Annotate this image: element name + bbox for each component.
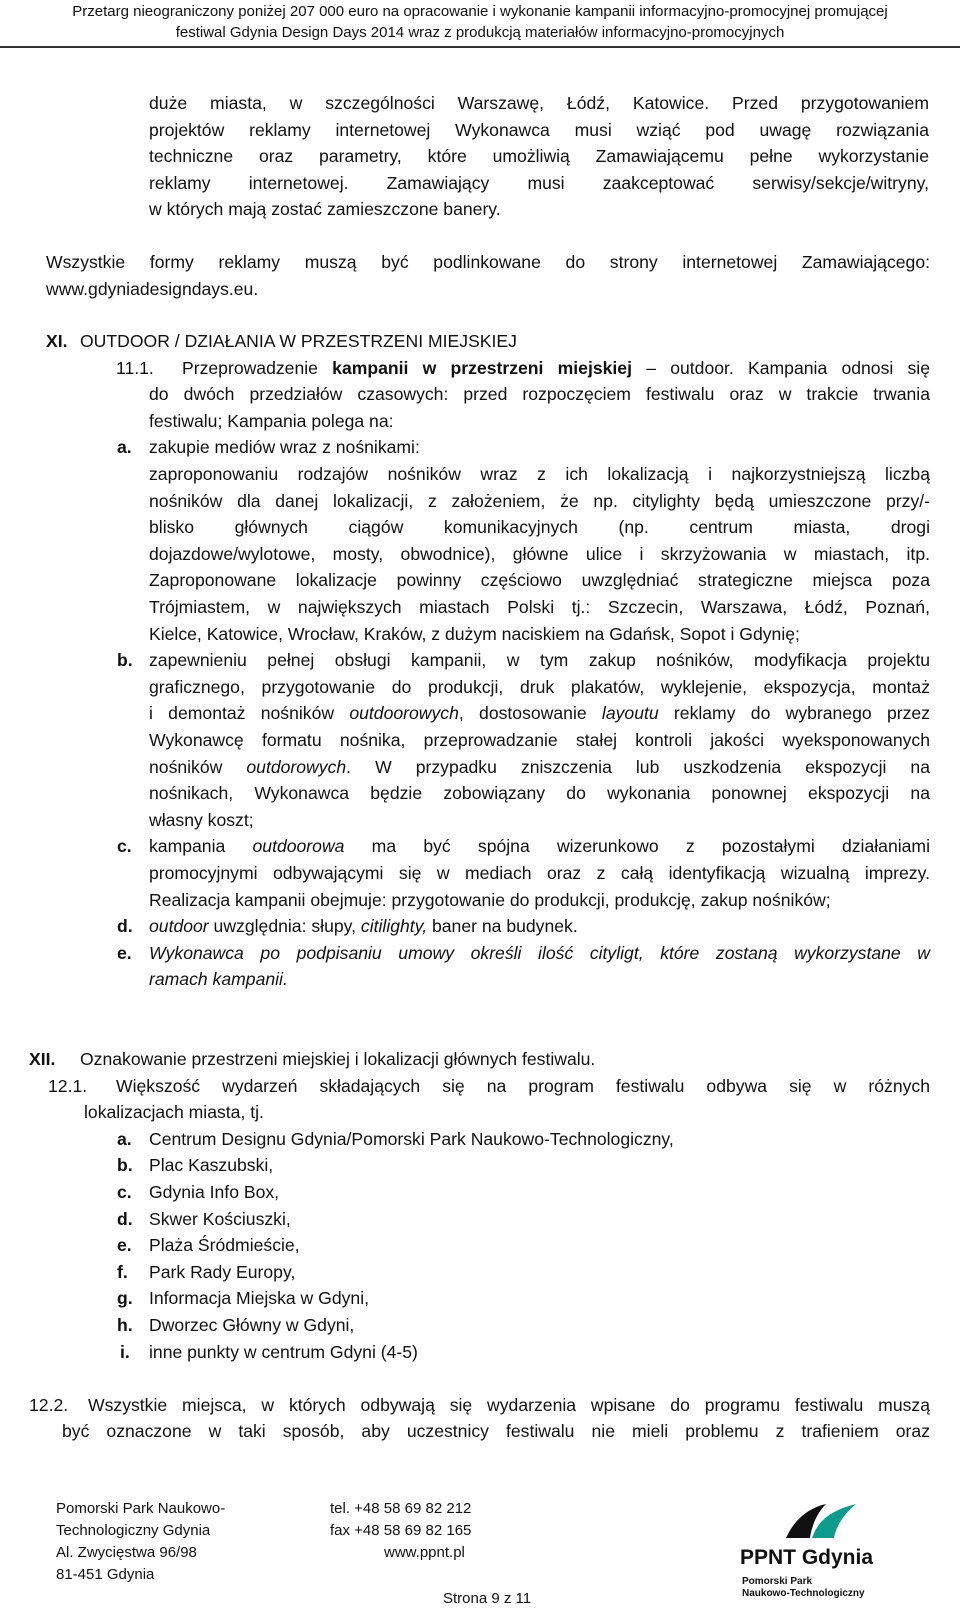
c1-pre: kampania	[149, 836, 253, 857]
subsection-12-1-number: 12.1.	[48, 1075, 88, 1096]
header-line-1: Przetarg nieograniczony poniżej 207 000 euro na opracowanie i wykonanie kampanii informacyjno-promocyjnej promującej	[72, 3, 888, 20]
item-a-line-2: zaproponowaniu rodzajów nośników wraz z ich lokalizacją i najkorzystniejszą liczbą	[149, 464, 930, 484]
section-11-title: OUTDOOR / DZIAŁANIA W PRZESTRZENI MIEJSKIEJ	[80, 331, 517, 351]
logo-subtitle-line: Naukowo-Technologiczny	[742, 1588, 865, 1599]
location-item: Centrum Designu Gdynia/Pomorski Park Naukowo-Technologiczny,	[149, 1128, 674, 1149]
b5-italic: outdorowych	[246, 756, 347, 777]
item-a-line-8: Kielce, Katowice, Wrocław, Kraków, z dużym naciskiem na Gdańsk, Sopot i Gdynię;	[149, 623, 800, 644]
intro-line-2: projektów reklamy internetowej Wykonawca musi wziąć pod uwagę rozwiązania	[149, 119, 929, 140]
location-item: Dworzec Główny w Gdyni,	[149, 1315, 355, 1335]
b3-italic-1: outdoorowych	[349, 703, 459, 724]
item-a-line-7: Trójmiastem, w największych miastach Polski tj.: Szczecin, Warszawa, Łódź, Poznań,	[149, 597, 930, 617]
intro-line-5: w których mają zostać zamieszczone banery.	[149, 199, 501, 220]
footer-address-line: 81-451 Gdynia	[56, 1566, 155, 1583]
location-item: Gdynia Info Box,	[149, 1182, 280, 1202]
e1-italic: Wykonawca po podpisaniu umowy określi ilość cityligt, które zostaną wykorzystane w	[149, 942, 930, 963]
subsection-11-1-line-3: festiwalu; Kampania polega na:	[149, 410, 394, 431]
location-item: Skwer Kościuszki,	[149, 1208, 291, 1229]
b5-post: . W przypadku zniszczenia lub uszkodzenia ekspozycji na	[346, 756, 930, 777]
subsection-11-1-number: 11.1.	[116, 357, 154, 378]
ppnt-logo	[740, 1498, 900, 1599]
location-label: d.	[117, 1208, 133, 1229]
location-label: f.	[117, 1261, 128, 1282]
festival-url-link[interactable]: www.gdyniadesigndays.eu	[46, 278, 254, 299]
footer-address-line: Pomorski Park Naukowo-	[56, 1500, 226, 1517]
header-divider	[0, 46, 960, 48]
footer-fax: fax +48 58 69 82 165	[330, 1522, 472, 1539]
item-a-line-6: Zaproponowane lokalizacje powinny częściowo uwzględniać strategiczne miejsca poza	[149, 570, 930, 591]
item-c-line-3: Realizacja kampanii obejmuje: przygotowanie do produkcji, produkcję, zakup nośników;	[149, 889, 831, 910]
section-12-number: XII.	[29, 1049, 56, 1069]
section-11-number: XI.	[46, 331, 68, 351]
item-b-line-7: własny koszt;	[149, 809, 254, 830]
list-label-e: e.	[117, 942, 132, 963]
sub-bold: kampanii w przestrzeni miejskiej	[332, 357, 632, 378]
footer-address-line: Technologiczny Gdynia	[56, 1522, 211, 1539]
header-line-2: festiwal Gdynia Design Days 2014 wraz z produkcją materiałów informacyjno-promocyjnych	[175, 24, 785, 41]
b3-pre: i demontaż nośników	[149, 703, 350, 724]
subsection-11-1-line-1	[182, 355, 930, 382]
location-item: inne punkty w centrum Gdyni (4-5)	[149, 1341, 418, 1362]
item-a-line-3: nośników dla danej lokalizacji, z założeniem, że np. citylighty będą umieszczone przy/-	[149, 490, 930, 511]
b3-mid: , dostosowanie	[458, 703, 602, 724]
item-b-line-1: zapewnieniu pełnej obsługi kampanii, w tym zakup nośników, modyfikacja projektu	[149, 650, 930, 671]
footer-website-link[interactable]: www.ppnt.pl	[384, 1544, 465, 1561]
subsection-12-1-line-2: lokalizacjach miasta, tj.	[84, 1102, 264, 1123]
footer-contact	[330, 1498, 471, 1564]
d-italic-1: outdoor	[149, 916, 209, 937]
logo-title: PPNT Gdynia	[740, 1546, 874, 1569]
item-b-line-4: Wykonawcę formatu nośnika, przeprowadzanie stałej kontroli jakości wyeksponowanych	[149, 730, 930, 750]
location-item: Plac Kaszubski,	[149, 1155, 274, 1176]
links-note-line-2	[46, 276, 258, 303]
links-note-line-1: Wszystkie formy reklamy muszą być podlinkowane do strony internetowej Zamawiającego:	[46, 252, 930, 272]
footer-phone: tel. +48 58 69 82 212	[330, 1500, 472, 1517]
list-label-a: a.	[117, 437, 132, 458]
b3-post: reklamy do wybranego przez	[658, 703, 930, 724]
subsection-12-2-line-1: Wszystkie miejsca, w których odbywają się wydarzenia wpisane do programu festiwalu muszą	[88, 1394, 930, 1415]
e2-italic: ramach kampanii.	[149, 969, 288, 990]
logo-subtitle-line: Pomorski Park	[742, 1576, 813, 1587]
subsection-11-1-line-2: do dwóch przedziałów czasowych: przed rozpoczęciem festiwalu oraz w trakcie trwania	[149, 384, 930, 405]
location-label: e.	[117, 1235, 132, 1256]
location-label: h.	[117, 1315, 133, 1335]
sub-post: – outdoor. Kampania odnosi się	[631, 357, 930, 378]
page-header	[0, 0, 960, 43]
location-label: i.	[120, 1341, 130, 1362]
item-b-line-3	[149, 700, 930, 727]
subsection-12-2-number: 12.2.	[29, 1394, 69, 1415]
b5-pre: nośników	[149, 756, 247, 777]
location-label: b.	[117, 1155, 133, 1176]
item-a-title: zakupie mediów wraz z nośnikami:	[149, 437, 420, 458]
ppnt-logo-mark-icon	[782, 1498, 862, 1544]
list-label-d: d.	[117, 916, 133, 937]
c1-post: ma być spójna wizerunkowo z pozostałymi działaniami	[344, 836, 930, 857]
item-d-line-1	[149, 913, 578, 940]
subsection-12-2-line-2: być oznaczone w taki sposób, aby uczestnicy festiwalu nie mieli problemu z trafieniem oraz	[62, 1421, 930, 1442]
item-a-line-4: blisko głównych ciągów komunikacyjnych (np. centrum miasta, drogi	[149, 517, 930, 538]
b3-italic-2: layoutu	[601, 703, 659, 724]
location-label: c.	[117, 1182, 132, 1202]
links-note-dot: .	[253, 278, 259, 299]
intro-line-4: reklamy internetowej. Zamawiający musi zaakceptować serwisy/sekcje/witryny,	[149, 172, 929, 193]
intro-line-3: techniczne oraz parametry, które umożliwią Zamawiającemu pełne wykorzystanie	[149, 146, 929, 167]
intro-line-1: duże miasta, w szczególności Warszawę, Łódź, Katowice. Przed przygotowaniem	[149, 93, 929, 113]
location-item: Informacja Miejska w Gdyni,	[149, 1288, 369, 1309]
item-b-line-2: graficznego, przygotowanie do produkcji, druk plakatów, wyklejenie, ekspozycja, montaż	[149, 676, 930, 697]
d-italic-2: citilighty,	[360, 916, 428, 937]
location-item: Park Rady Europy,	[149, 1261, 296, 1282]
item-b-line-6: nośnikach, Wykonawca będzie zobowiązany do wykonania ponownej ekspozycji na	[149, 783, 930, 804]
location-label: g.	[117, 1288, 133, 1309]
d-post: baner na budynek.	[427, 916, 578, 937]
item-c-line-1	[149, 833, 930, 860]
location-label: a.	[117, 1128, 132, 1149]
location-item: Plaża Śródmieście,	[149, 1235, 300, 1256]
sub-pre: Przeprowadzenie	[182, 357, 333, 378]
list-label-c: c.	[117, 836, 132, 857]
item-e-line-1	[149, 940, 930, 967]
item-c-line-2: promocyjnymi odbywającymi się w mediach oraz z całą identyfikacją wizualną imprezy.	[149, 863, 930, 883]
list-label-b: b.	[117, 650, 133, 671]
item-a-line-5: dojazdowe/wylotowe, mosty, obwodnice), główne ulice i skrzyżowania w miastach, itp.	[149, 543, 930, 564]
footer-page-number: Strona 9 z 11	[443, 1590, 532, 1607]
item-b-line-5	[149, 754, 930, 781]
c1-italic: outdoorowa	[252, 836, 345, 857]
subsection-12-1-line-1: Większość wydarzeń składających się na program festiwalu odbywa się w różnych	[116, 1075, 930, 1096]
footer-address-line: Al. Zwycięstwa 96/98	[56, 1544, 197, 1561]
item-e-line-2	[149, 966, 288, 993]
d-mid: uwzględnia: słupy,	[208, 916, 361, 937]
footer-address	[56, 1498, 225, 1586]
section-12-title: Oznakowanie przestrzeni miejskiej i lokalizacji głównych festiwalu.	[80, 1049, 596, 1069]
logo-subtitle	[742, 1576, 865, 1600]
